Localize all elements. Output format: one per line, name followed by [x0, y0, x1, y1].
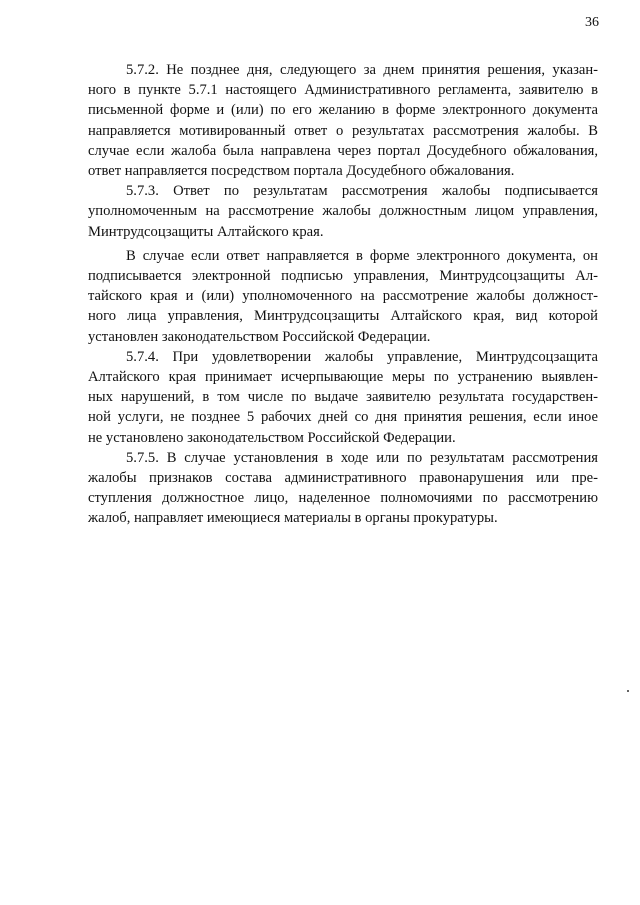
text-line: подписывается электронной подписью управления, Минтрудсоцзащиты Ал- [88, 268, 598, 285]
text-line: установлен законодательством Российской Федерации. [88, 328, 431, 345]
text-line: ного лица управления, Минтрудсоцзащиты Алтайского края, вид которой [88, 308, 598, 325]
text-line: ной услуги, не позднее 5 рабочих дней со дня принятия решения, если иное [88, 409, 598, 426]
page-number: 36 [585, 15, 599, 30]
text-line: 5.7.3. Ответ по результатам рассмотрения жалобы подписывается [126, 183, 598, 200]
text-line: направляется мотивированный ответ о результатах рассмотрения жалобы. В [88, 122, 598, 139]
text-line: случае если жалоба была направлена через портал Досудебного обжалования, [88, 142, 598, 159]
text-line: ных нарушений, в том числе по выдаче заявителю результата государствен- [88, 389, 598, 406]
text-line: 5.7.2. Не позднее дня, следующего за днем принятия решения, указан- [126, 62, 598, 78]
text-line: Минтрудсоцзащиты Алтайского края. [88, 223, 324, 240]
paragraph-5-7-3 [88, 181, 598, 242]
text-line: уполномоченным на рассмотрение жалобы должностным лицом управления, [88, 203, 598, 220]
paragraph-5-7-5 [88, 448, 598, 529]
text-line: тайского края и (или) уполномоченного на рассмотрение жалобы должност- [88, 288, 598, 305]
paragraph-electronic-signature [88, 246, 598, 347]
scan-speck [627, 690, 629, 692]
text-line: Алтайского края принимает исчерпывающие меры по устранению выявлен- [88, 369, 598, 386]
text-line: ступления должностное лицо, наделенное полномочиями по рассмотрению [88, 490, 598, 507]
paragraph-5-7-2 [88, 60, 598, 181]
text-line: жалобы признаков состава административного правонарушения или пре- [88, 470, 598, 487]
text-line: ного в пункте 5.7.1 настоящего Административного регламента, заявителю в [88, 82, 598, 99]
text-line: не установлено законодательством Российской Федерации. [88, 429, 456, 446]
text-line: 5.7.5. В случае установления в ходе или по результатам рассмотрения [126, 449, 598, 466]
text-line: письменной форме и (или) по его желанию в форме электронного документа [88, 102, 598, 119]
paragraph-5-7-4 [88, 347, 598, 448]
text-line: ответ направляется посредством портала Досудебного обжалования. [88, 163, 515, 180]
document-body [88, 60, 598, 529]
text-line: 5.7.4. При удовлетворении жалобы управление, Минтрудсоцзащита [126, 348, 598, 365]
text-line: В случае если ответ направляется в форме электронного документа, он [126, 247, 598, 264]
text-line: жалоб, направляет имеющиеся материалы в органы прокуратуры. [88, 510, 498, 527]
